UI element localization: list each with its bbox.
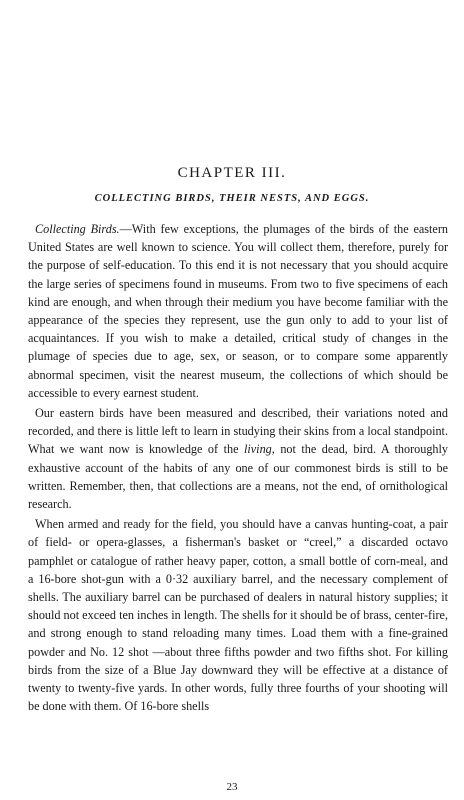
page-number: 23 bbox=[226, 781, 238, 793]
paragraph-eastern-birds bbox=[28, 404, 448, 513]
paragraph-text-after: , not the dead, bird. A thoroughly exhaustive account of the habits of any one of our commonest birds is still to be written. Remember, then, that collections are a means, not the end, of ornithological research. bbox=[28, 442, 448, 512]
paragraph-text-before: Our eastern birds have been measured and described, their variations noted and recorded, and there is little left to learn in studying their skins from a local standpoint. What we want now is knowledge of the bbox=[28, 406, 448, 457]
paragraph-text: —With few exceptions, the plumages of the birds of the eastern United States are well known to science. You will collect them, therefore, purely for the purpose of self-education. To this end it is not necessary that you should acquire the large series of specimens found in museums. From two to five specimens of each kind are enough, and when through their medium you have become familiar with the appearance of the species they represent, use the gun only to add to your list of acquaintances. If you wish to make a detailed, critical study of changes in the plumage of species due to age, sex, or season, or to compare some apparently abnormal specimen, visit the nearest museum, the collections of which should be accessible to every earnest student. bbox=[28, 222, 448, 400]
section-lead-heading: Collecting Birds. bbox=[35, 222, 120, 236]
emphasized-word: living bbox=[244, 442, 272, 457]
paragraph-text: When armed and ready for the field, you should have a canvas hunting-coat, a pair of field- or opera-glasses, a fisherman's basket or “creel,” a discarded octavo pamphlet or catalogue of rather heavy paper, cotton, a small bottle of corn-meal, and a 16-bore shot-gun with a 0·32 auxiliary barrel, and the necessary complement of shells. The auxiliary barrel can be purchased of dealers in natural history supplies; it should not exceed ten inches in length. The shells for it should be of brass, center-fire, and strong enough to stand reloading many times. Load them with a fine-grained powder and No. 12 shot —about three fifths powder and two fifths shot. For killing birds from the size of a Blue Jay downward they will be effective at a distance of twenty to twenty-five yards. In other words, fully three fourths of your shooting will be done with them. Of 16-bore shells bbox=[28, 517, 448, 714]
body-text bbox=[28, 220, 448, 717]
chapter-subtitle: COLLECTING BIRDS, THEIR NESTS, AND EGGS. bbox=[94, 193, 370, 204]
paragraph-field-equipment bbox=[28, 515, 448, 715]
paragraph-collecting-birds bbox=[28, 220, 448, 402]
chapter-title: CHAPTER III. bbox=[177, 165, 287, 181]
